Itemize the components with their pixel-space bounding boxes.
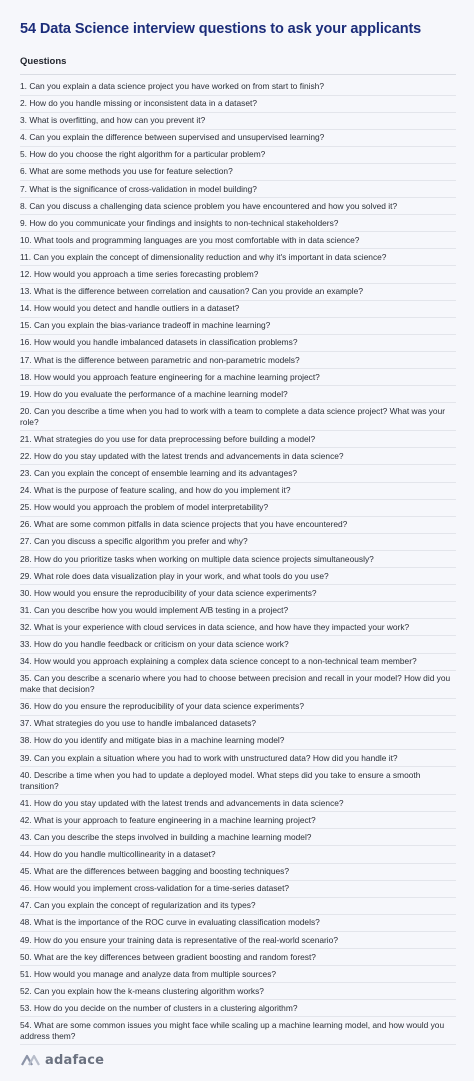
question-number: 30. (20, 587, 34, 598)
question-text: Can you explain the concept of ensemble learning and its advantages? (33, 468, 298, 479)
question-item (20, 318, 456, 335)
table-header: Questions (20, 55, 456, 75)
question-item (20, 733, 456, 750)
question-item (20, 585, 456, 602)
question-number: 27. (20, 536, 34, 547)
question-text: Can you explain the concept of regularization and its types? (33, 900, 256, 911)
question-text: What strategies do you use to handle imbalanced datasets? (33, 718, 257, 729)
question-number: 43. (20, 831, 34, 842)
question-number: 47. (20, 900, 34, 911)
question-text: How do you handle feedback or criticism on your data science work? (33, 639, 289, 649)
question-item (20, 448, 456, 465)
question-number: 16. (20, 337, 34, 348)
question-text: How do you ensure your training data is representative of the real-world scenario? (33, 934, 338, 945)
question-item (20, 898, 456, 915)
question-item (20, 75, 456, 96)
question-number: 44. (20, 849, 34, 860)
question-item (20, 335, 456, 352)
question-item (20, 846, 456, 863)
question-number: 51. (20, 968, 34, 979)
question-item (20, 215, 456, 232)
question-text: How would you approach explaining a complex data science concept to a non-technical team member? (33, 656, 417, 667)
question-number: 26. (20, 519, 34, 530)
question-item (20, 284, 456, 301)
question-number: 28. (20, 553, 34, 564)
question-item (20, 113, 456, 130)
question-item (20, 915, 456, 932)
question-item (20, 403, 456, 431)
question-number: 13. (20, 286, 34, 297)
question-item (20, 517, 456, 534)
question-text: How do you identify and mitigate bias in a machine learning model? (33, 735, 285, 746)
question-item (20, 619, 456, 636)
logo-text: adaface (45, 1052, 105, 1068)
question-item (20, 767, 456, 795)
question-number: 39. (20, 752, 34, 763)
question-text: What strategies do you use for data preprocessing before building a model? (33, 433, 316, 444)
question-item (20, 1017, 456, 1045)
question-item (20, 249, 456, 266)
question-text: Describe a time when you had to update a deployed model. What steps did you take to ensure a smooth transition? (20, 769, 421, 791)
question-number: 8. (20, 200, 30, 211)
question-text: What are the key differences between gradient boosting and random forest? (33, 951, 316, 962)
question-item (20, 750, 456, 767)
question-number: 12. (20, 269, 34, 280)
question-item (20, 568, 456, 585)
question-number: 2. (20, 98, 30, 109)
question-item (20, 369, 456, 386)
question-number: 15. (20, 320, 34, 331)
question-number: 19. (20, 388, 34, 399)
question-item (20, 654, 456, 671)
question-text: How would you approach the problem of model interpretability? (33, 502, 269, 513)
question-number: 53. (20, 1002, 34, 1013)
question-text: Can you explain the difference between supervised and unsupervised learning? (29, 132, 325, 143)
question-text: What is the significance of cross-validation in model building? (29, 183, 257, 194)
question-number: 21. (20, 433, 34, 444)
question-item (20, 164, 456, 181)
question-item (20, 500, 456, 517)
question-item (20, 881, 456, 898)
question-text: Can you explain a situation where you had to work with unstructured data? How did you handle it? (33, 752, 398, 763)
question-text: What are the differences between bagging and boosting techniques? (33, 866, 289, 877)
question-item (20, 465, 456, 482)
questions-list (20, 75, 456, 1045)
question-item (20, 130, 456, 147)
question-item (20, 636, 456, 653)
question-text: How do you prioritize tasks when working on multiple data science projects simultaneously? (33, 553, 374, 564)
question-text: What is the difference between correlation and causation? Can you provide an example? (33, 286, 363, 297)
question-number: 34. (20, 656, 34, 667)
question-number: 9. (20, 217, 30, 228)
question-text: How do you stay updated with the latest trends and advancements in data science? (33, 450, 344, 461)
question-number: 20. (20, 405, 34, 416)
question-text: How would you approach a time series forecasting problem? (33, 269, 259, 280)
question-number: 42. (20, 814, 34, 825)
question-text: What is overfitting, and how can you prevent it? (29, 115, 206, 126)
question-item (20, 232, 456, 249)
question-item (20, 949, 456, 966)
question-item (20, 147, 456, 164)
question-text: Can you describe a time when you had to work with a team to complete a data science project? What was your role? (20, 405, 446, 427)
question-number: 40. (20, 769, 34, 780)
question-text: What tools and programming languages are you most comfortable with in data science? (33, 234, 360, 245)
question-text: How do you communicate your findings and insights to non-technical stakeholders? (29, 217, 339, 228)
question-text: What are some methods you use for feature selection? (29, 166, 233, 177)
page-title: 54 Data Science interview questions to ask your applicants (20, 21, 422, 37)
question-text: Can you explain the bias-variance tradeoff in machine learning? (33, 320, 271, 331)
question-item (20, 671, 456, 699)
question-text: How do you handle missing or inconsistent data in a dataset? (29, 98, 257, 109)
question-text: How do you stay updated with the latest trends and advancements in data science? (33, 797, 344, 808)
question-text: What is your approach to feature engineering in a machine learning project? (33, 814, 316, 825)
question-number: 4. (20, 132, 30, 143)
question-text: Can you describe a scenario where you had to choose between precision and recall in your model? How did you make that decision? (20, 673, 451, 695)
question-item (20, 983, 456, 1000)
question-number: 48. (20, 917, 34, 928)
question-number: 18. (20, 371, 34, 382)
question-item (20, 483, 456, 500)
question-text: What are some common issues you might face while scaling up a machine learning model, and how would you address them? (20, 1019, 445, 1041)
question-number: 7. (20, 183, 30, 194)
question-number: 3. (20, 115, 30, 126)
adaface-logo-icon (20, 1053, 42, 1067)
question-number: 22. (20, 450, 34, 461)
question-text: How would you detect and handle outliers in a dataset? (33, 303, 240, 314)
question-number: 52. (20, 985, 34, 996)
question-item (20, 602, 456, 619)
question-text: How would you implement cross-validation for a time-series dataset? (33, 883, 290, 894)
question-text: Can you explain a data science project you have worked on from start to finish? (29, 81, 324, 91)
question-item (20, 352, 456, 369)
question-text: How would you handle imbalanced datasets in classification problems? (33, 337, 298, 348)
question-item (20, 966, 456, 983)
question-number: 49. (20, 934, 34, 945)
question-number: 41. (20, 797, 34, 808)
question-number: 5. (20, 149, 30, 160)
question-text: How do you evaluate the performance of a machine learning model? (33, 388, 288, 399)
question-number: 11. (20, 251, 34, 262)
question-text: Can you describe how you would implement A/B testing in a project? (33, 604, 289, 615)
question-number: 54. (20, 1019, 34, 1030)
question-number: 35. (20, 673, 34, 684)
question-text: How would you approach feature engineering for a machine learning project? (33, 371, 320, 382)
question-item (20, 534, 456, 551)
question-item (20, 795, 456, 812)
question-item (20, 431, 456, 448)
question-item (20, 864, 456, 881)
question-number: 45. (20, 866, 34, 877)
question-number: 33. (20, 639, 34, 649)
question-number: 50. (20, 951, 34, 962)
question-text: How do you decide on the number of clusters in a clustering algorithm? (33, 1002, 298, 1013)
question-text: What is the importance of the ROC curve in evaluating classification models? (33, 917, 320, 928)
question-number: 36. (20, 701, 34, 712)
question-number: 37. (20, 718, 34, 729)
question-number: 6. (20, 166, 30, 177)
question-text: What is the purpose of feature scaling, and how do you implement it? (33, 485, 291, 496)
question-item (20, 716, 456, 733)
question-number: 24. (20, 485, 34, 496)
question-item (20, 386, 456, 403)
question-text: How would you manage and analyze data from multiple sources? (33, 968, 277, 979)
question-text: Can you explain how the k-means clustering algorithm works? (33, 985, 264, 996)
question-number: 38. (20, 735, 34, 746)
question-text: How do you choose the right algorithm for a particular problem? (29, 149, 266, 160)
question-item (20, 812, 456, 829)
question-text: How do you handle multicollinearity in a dataset? (33, 849, 216, 860)
question-number: 31. (20, 604, 34, 615)
question-item (20, 198, 456, 215)
question-text: How do you ensure the reproducibility of your data science experiments? (33, 701, 304, 712)
question-number: 32. (20, 621, 34, 632)
question-number: 1. (20, 81, 30, 91)
question-number: 17. (20, 354, 34, 365)
question-text: Can you describe the steps involved in building a machine learning model? (33, 831, 312, 842)
question-number: 25. (20, 502, 34, 513)
question-text: What is the difference between parametric and non-parametric models? (33, 354, 300, 365)
question-item (20, 181, 456, 198)
question-item (20, 699, 456, 716)
question-item (20, 551, 456, 568)
question-item (20, 301, 456, 318)
question-number: 29. (20, 570, 34, 581)
footer-logo (20, 1052, 104, 1068)
question-text: Can you explain the concept of dimensionality reduction and why it's important in data science? (33, 251, 387, 262)
question-number: 46. (20, 883, 34, 894)
question-item (20, 829, 456, 846)
question-item (20, 1000, 456, 1017)
question-text: What is your experience with cloud services in data science, and how have they impacted your work? (33, 621, 410, 632)
question-text: How would you ensure the reproducibility of your data science experiments? (33, 587, 317, 598)
question-text: Can you discuss a specific algorithm you prefer and why? (33, 536, 248, 547)
question-text: What are some common pitfalls in data science projects that you have encountered? (33, 519, 348, 530)
question-text: What role does data visualization play in your work, and what tools do you use? (33, 570, 329, 581)
question-item (20, 96, 456, 113)
question-number: 10. (20, 234, 34, 245)
question-number: 23. (20, 468, 34, 479)
question-text: Can you discuss a challenging data science problem you have encountered and how you solved it? (29, 200, 398, 211)
question-number: 14. (20, 303, 34, 314)
question-item (20, 266, 456, 283)
question-item (20, 932, 456, 949)
